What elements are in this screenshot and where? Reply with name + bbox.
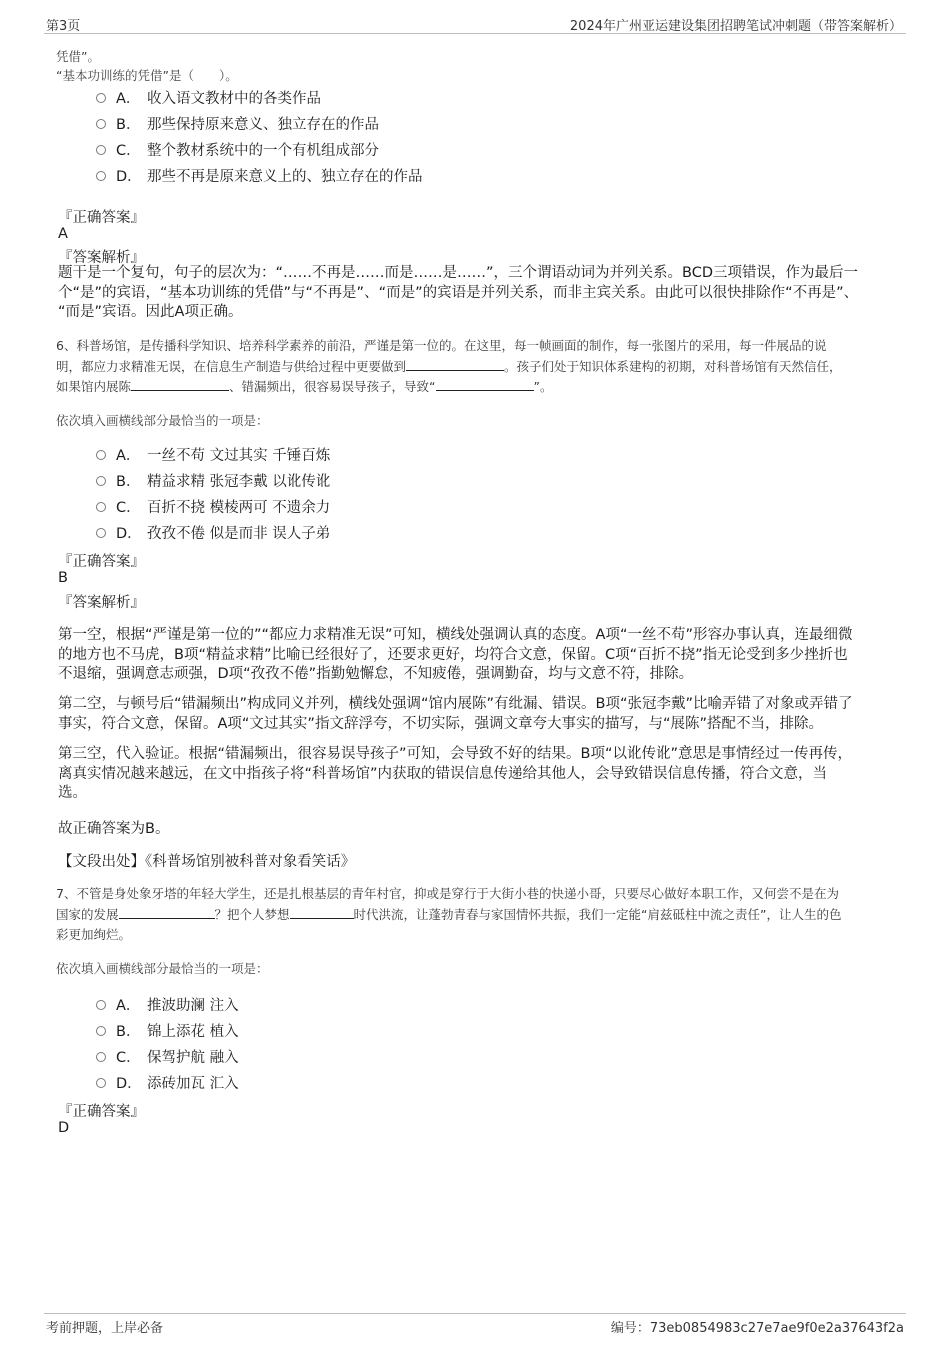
q5-option-b[interactable]: B． 那些保持原来意义、独立存在的作品 [96,113,379,135]
q7-answer-label: 『正确答案』 [58,1104,145,1120]
q5-option-d[interactable]: D． 那些不再是原来意义上的、独立存在的作品 [96,165,423,187]
q5-stem-line2: “基本功训练的凭借”是（ ）。 [56,68,238,83]
q6-option-c[interactable]: C． 百折不挠 模棱两可 不遗余力 [96,496,330,518]
q6-option-b[interactable]: B． 精益求精 张冠李戴 以讹传讹 [96,470,330,492]
radio-icon[interactable] [96,1000,106,1010]
radio-icon[interactable] [96,1052,106,1062]
radio-icon[interactable] [96,145,106,155]
radio-icon[interactable] [96,528,106,538]
radio-icon[interactable] [96,171,106,181]
document-id: 编号：73eb0854983c27e7ae9f0e2a37643f2a [610,1321,904,1336]
q6-stem: 6、科普场馆，是传播科学知识、培养科学素养的前沿，严谨是第一位的。在这里，每一帧画面的制作，每一张图片的采用，每一件展品的说 明，都应力求精准无误，在信息生产制造与供给过程中更要做到 。孩子们处于知识体系建构的初期，对科普场馆有天然信任， 如果馆内展陈 、错漏频出，很容易误导孩子，导致“ ”。 [56,338,842,394]
radio-icon[interactable] [96,1026,106,1036]
q7-stem: 7、不管是身处象牙塔的年轻大学生，还是扎根基层的青年村官，抑或是穿行于大街小巷的快递小哥，只要尽心做好本职工作，又何尝不是在为 国家的发展 ？把个人梦想 时代洪流，让蓬勃青春与家国情怀共振，我们一定能“肩兹砥柱中流之责任”，让人生的色 彩更加绚烂。 [56,886,842,942]
page-footer [44,1313,906,1336]
q6-answer: B [58,570,68,586]
q6-conclusion: 故正确答案为B。 [58,821,170,837]
q6-answer-label: 『正确答案』 [58,554,145,570]
page-header [44,12,906,34]
answer-blank [290,906,354,919]
answer-blank [131,378,229,391]
q5-analysis-label: 『答案解析』 [58,250,145,266]
q5-stem-line1: 凭借”。 [56,49,100,64]
q6-option-a[interactable]: A． 一丝不苟 文过其实 千锤百炼 [96,444,330,466]
answer-blank [119,906,215,919]
footer-slogan: 考前押题，上岸必备 [46,1321,164,1336]
q5-option-a[interactable]: A． 收入语文教材中的各类作品 [96,87,321,109]
answer-blank [406,358,504,371]
q5-answer-label: 『正确答案』 [58,210,145,226]
q7-option-c[interactable]: C． 保驾护航 融入 [96,1046,239,1068]
q7-option-d[interactable]: D． 添砖加瓦 汇入 [96,1072,239,1094]
document-title: 2024年广州亚运建设集团招聘笔试冲刺题（带答案解析） [569,19,902,34]
q7-answer: D [58,1120,70,1136]
page-number: 第3页 [46,19,81,34]
radio-icon[interactable] [96,502,106,512]
radio-icon[interactable] [96,119,106,129]
radio-icon[interactable] [96,476,106,486]
q7-option-a[interactable]: A． 推波助澜 注入 [96,994,239,1016]
answer-blank [436,378,534,391]
q6-analysis-p1: 第一空，根据“严谨是第一位的”“都应力求精准无误”可知，横线处强调认真的态度。A项“一丝不苟”形容办事认真，连最细微 的地方也不马虎，B项“精益求精”比喻已经很好了，还要求更好，均符合文意，保留。C项“百折不挠”指无论受到多少挫折也 不退缩，强调意志顽强，D项“孜孜不倦”指勤勉懈怠，不知疲倦，强调勤奋，均与文意不符，排除。 [58,627,853,682]
q6-analysis-label: 『答案解析』 [58,595,145,611]
q6-source: 【文段出处】《科普场馆别被科普对象看笑话》 [58,854,356,870]
q7-instruction: 依次填入画横线部分最恰当的一项是： [56,961,269,976]
q6-analysis-p2: 第二空，与顿号后“错漏频出”构成同义并列，横线处强调“馆内展陈”有纰漏、错误。B项“张冠李戴”比喻弄错了对象或弄错了 事实，符合文意，保留。A项“文过其实”指文辞浮夸，不切实际，强调文章夸大事实的描写，与“展陈”搭配不当，排除。 [58,696,853,732]
radio-icon[interactable] [96,93,106,103]
radio-icon[interactable] [96,1078,106,1088]
q6-instruction: 依次填入画横线部分最恰当的一项是： [56,413,269,428]
q7-option-b[interactable]: B． 锦上添花 植入 [96,1020,239,1042]
q6-analysis-p3: 第三空，代入验证。根据“错漏频出，很容易误导孩子”可知，会导致不好的结果。B项“以讹传讹”意思是事情经过一传再传， 离真实情况越来越远，在文中指孩子将“科普场馆”内获取的错误信息传递给其他人，会导致错误信息传播，符合文意，当 选。 [58,746,852,801]
radio-icon[interactable] [96,450,106,460]
q6-option-d[interactable]: D． 孜孜不倦 似是而非 误人子弟 [96,522,330,544]
q5-option-c[interactable]: C． 整个教材系统中的一个有机组成部分 [96,139,379,161]
q5-answer: A [58,226,68,242]
q5-analysis: 题干是一个复句，句子的层次为：“……不再是……而是……是……”，三个谓语动词为并列关系。BCD三项错误，作为最后一 个“是”的宾语，“基本功训练的凭借”与“不再是”、“而是”的宾语是并列关系，而非主宾关系。由此可以很快排除作“不再是”、 “而是”宾语。因此A项正确。 [58,265,859,320]
